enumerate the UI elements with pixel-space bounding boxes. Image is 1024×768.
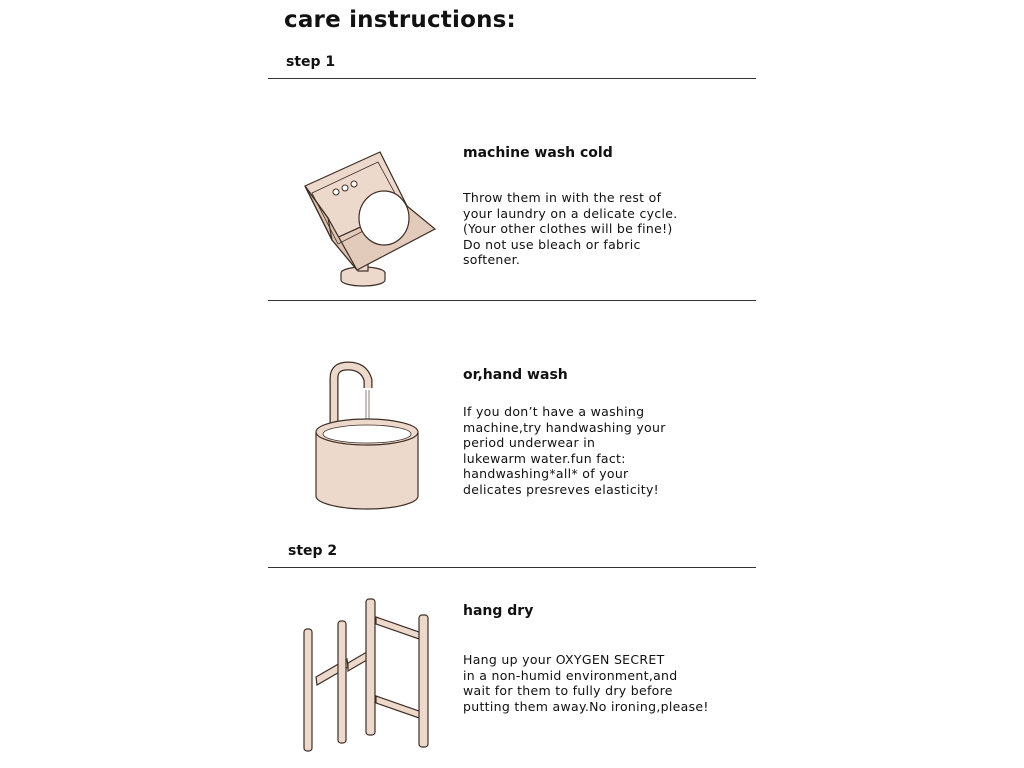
- section-heading: hang dry: [463, 603, 534, 619]
- step-2-label: step 2: [288, 543, 338, 559]
- step-1-label: step 1: [286, 54, 336, 70]
- section-heading: or,hand wash: [463, 367, 568, 383]
- divider: [268, 78, 756, 79]
- basin-faucet-icon: [314, 362, 420, 514]
- drying-rack-icon: [300, 597, 436, 755]
- section-heading: machine wash cold: [463, 145, 613, 161]
- divider: [268, 300, 756, 301]
- divider: [268, 567, 756, 568]
- section-description: If you don’t have a washing machine,try handwashing your period underwear in lukewarm water.fun fact: handwashing*all* of your delicates presreves elasticity!: [463, 404, 666, 497]
- section-description: Hang up your OXYGEN SECRET in a non-humid environment,and wait for them to fully dry before putting them away.No ironing,please!: [463, 652, 709, 714]
- washing-machine-icon: [298, 148, 438, 290]
- page-title: care instructions:: [284, 7, 516, 33]
- section-description: Throw them in with the rest of your laundry on a delicate cycle. (Your other clothes will be fine!) Do not use bleach or fabric softener.: [463, 190, 678, 268]
